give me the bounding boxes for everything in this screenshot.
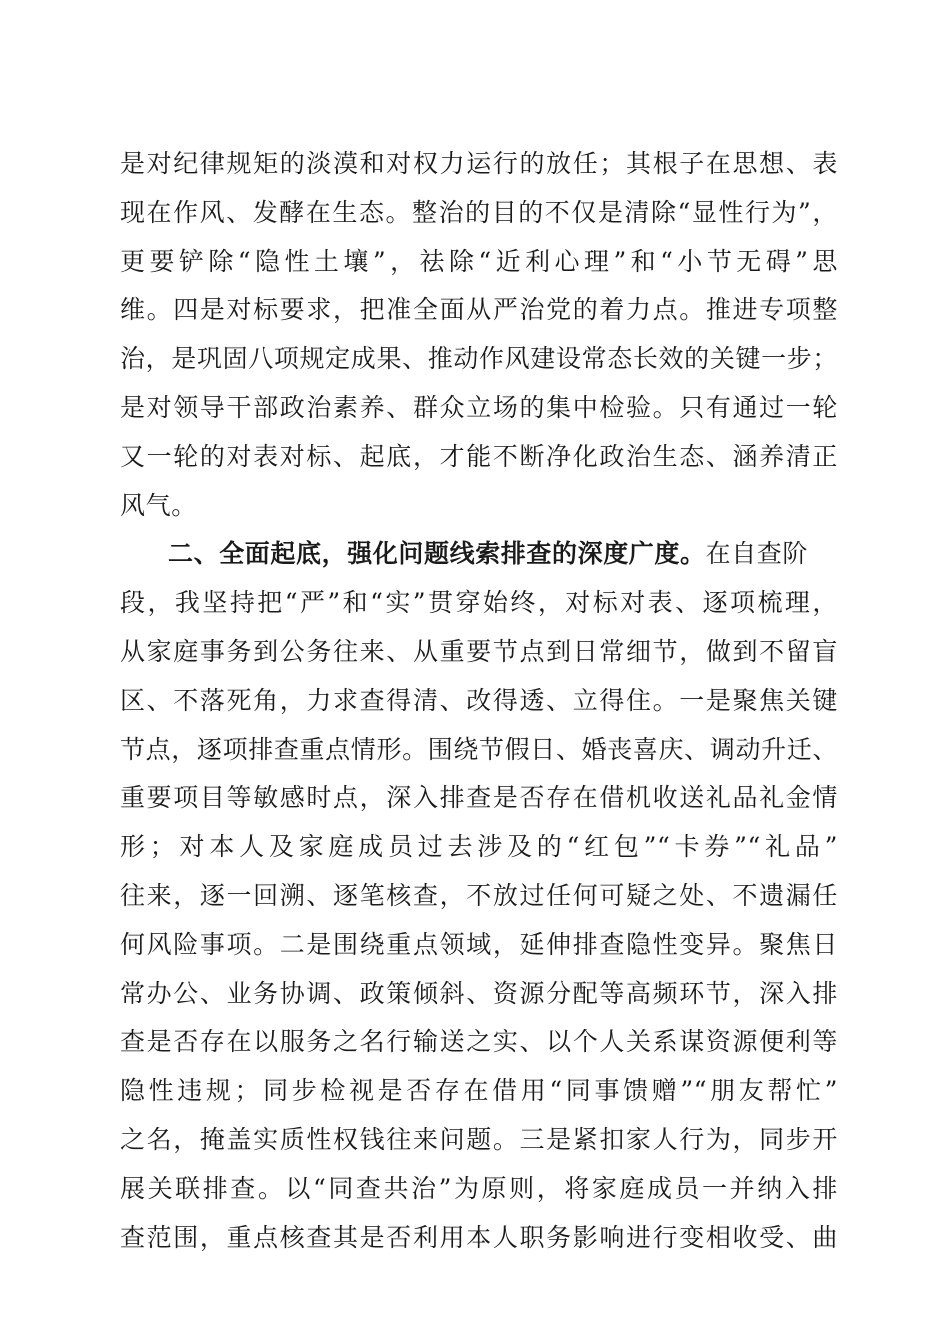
section-first-line-rest: 在自查阶 [705, 539, 809, 569]
paragraph-line: 是对领导干部政治素养、群众立场的集中检验。只有通过一轮 [120, 392, 838, 422]
paragraph-line: 风气。 [120, 490, 197, 520]
paragraph-line: 是对纪律规矩的淡漠和对权力运行的放任；其根子在思想、表 [120, 149, 838, 178]
paragraph-line: 查范围，重点核查其是否利用本人职务影响进行变相收受、曲 [120, 1222, 838, 1252]
paragraph-line: 重要项目等敏感时点，深入排查是否存在借机收送礼品礼金情 [120, 783, 838, 813]
paragraph-line: 隐性违规；同步检视是否存在借用“同事馈赠”“朋友帮忙” [120, 1076, 838, 1106]
paragraph-line: 常办公、业务协调、政策倾斜、资源分配等高频环节，深入排 [120, 978, 838, 1008]
paragraph-line: 又一轮的对表对标、起底，才能不断净化政治生态、涵养清正 [120, 441, 838, 471]
paragraph-line: 何风险事项。二是围绕重点领域，延伸排查隐性变异。聚焦日 [120, 929, 838, 959]
paragraph-line: 往来，逐一回溯、逐笔核查，不放过任何可疑之处、不遗漏任 [120, 880, 838, 910]
paragraph-line: 更要铲除“隐性土壤”，祛除“近利心理”和“小节无碍”思 [120, 246, 838, 276]
section-first-line [120, 530, 838, 579]
paragraph-line: 区、不落死角，力求查得清、改得透、立得住。一是聚焦关键 [120, 685, 838, 715]
paragraph-line: 查是否存在以服务之名行输送之实、以个人关系谋资源便利等 [120, 1027, 838, 1057]
paragraph-line: 之名，掩盖实质性权钱往来问题。三是紧扣家人行为，同步开 [120, 1124, 838, 1154]
paragraph-line: 从家庭事务到公务往来、从重要节点到日常细节，做到不留盲 [120, 636, 838, 666]
paragraph-line: 治，是巩固八项规定成果、推动作风建设常态长效的关键一步； [120, 344, 838, 374]
paragraph-line: 段，我坚持把“严”和“实”贯穿始终，对标对表、逐项梳理， [120, 588, 838, 618]
paragraph-line: 形；对本人及家庭成员过去涉及的“红包”“卡券”“礼品” [120, 832, 838, 862]
paragraph-line: 现在作风、发酵在生态。整治的目的不仅是清除“显性行为”， [120, 197, 838, 227]
section-heading: 二、全面起底，强化问题线索排查的深度广度。 [168, 539, 706, 569]
paragraph-line: 展关联排查。以“同查共治”为原则，将家庭成员一并纳入排 [120, 1173, 838, 1203]
body-text [120, 140, 840, 1262]
paragraph-line: 维。四是对标要求，把准全面从严治党的着力点。推进专项整 [120, 295, 838, 325]
paragraph-line: 节点，逐项排查重点情形。围绕节假日、婚丧喜庆、调动升迁、 [120, 734, 838, 764]
